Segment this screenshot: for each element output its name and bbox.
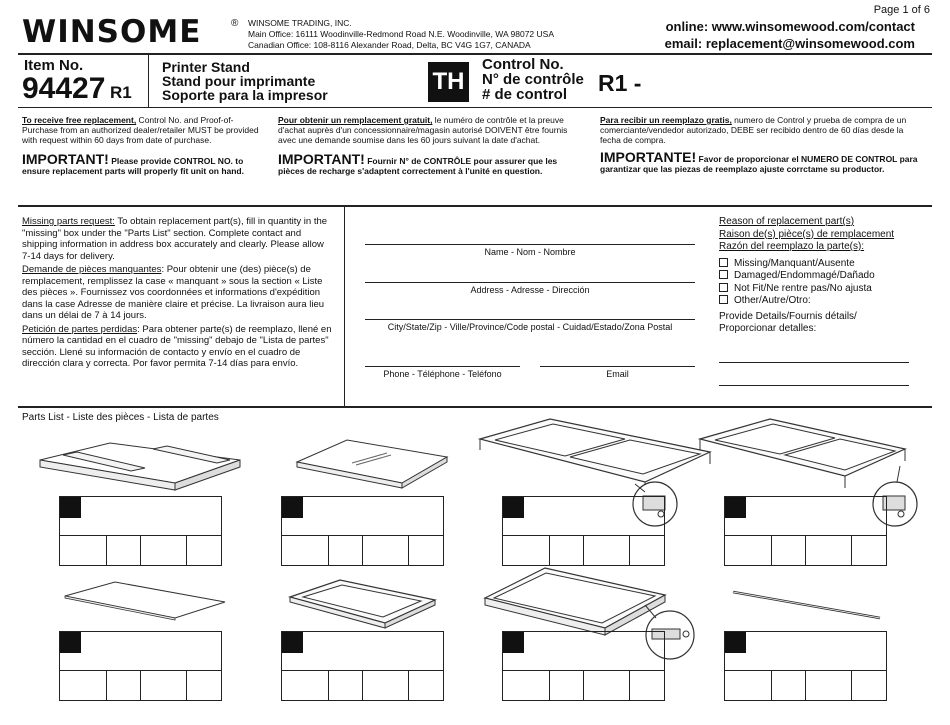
th-badge: TH (428, 62, 469, 102)
email-field[interactable] (540, 366, 695, 367)
notice-es-important (600, 149, 925, 174)
part-number-tag (282, 497, 303, 518)
checkbox-notfit[interactable] (719, 283, 728, 292)
part-number-tag (60, 632, 81, 653)
important-fr-label: IMPORTANT! (278, 151, 365, 167)
email-field-label: Email (606, 369, 629, 379)
notice-fr-head: Pour obtenir un remplacement gratuit, (278, 115, 433, 125)
notice-divider (18, 205, 932, 207)
part-number-tag (503, 632, 524, 653)
reason-title-es: Razón del reemplazo la parte(s): (719, 241, 865, 252)
contact-info (665, 18, 915, 52)
notice-en (22, 115, 267, 176)
product-title (162, 60, 328, 102)
part-shelf-panel-image (292, 435, 452, 490)
header-divider (18, 53, 932, 55)
part-box (502, 496, 665, 566)
address-field-label: Address - Adresse - Dirección (470, 285, 590, 295)
important-en-text: Please provide CONTROL NO. to ensure replacement parts will properly fit unit on hand. (22, 156, 244, 176)
missing-es-body: : Para obtener parte(s) de reemplazo, llené en número la cantidad en el cuadro de "missing" debajo de "Lista de partes" sección. Llené su información de contacto y envío en el cuadro de dirección clara y correcta. Por favor permita 7-14 días para envío. (22, 323, 332, 369)
control-value: R1 - (598, 70, 642, 96)
parts-list-label: Parts List - Liste des pièces - Lista de partes (22, 412, 219, 423)
item-row-divider (18, 107, 932, 108)
title-es: Soporte para la impresor (162, 87, 328, 103)
phone-field[interactable] (365, 366, 520, 367)
part-box (59, 631, 222, 701)
notice-en-important (22, 151, 267, 176)
notice-fr (278, 115, 584, 176)
part-box (724, 496, 887, 566)
reason-title-en: Reason of replacement part(s) (719, 216, 855, 227)
notice-en-body: Control No. and Proof-of-Purchase from an authorized dealer/retailer MUST be provided with request within 60 days from date of purchase. (22, 115, 259, 145)
canada-office: Canadian Office: 108-8116 Alexander Road, Delta, BC V4G 1G7, CANADA (248, 40, 531, 50)
form-left-divider (344, 206, 345, 407)
brand-logo: WINSOME (22, 14, 202, 50)
part-number-tag (60, 497, 81, 518)
name-field-label: Name - Nom - Nombre (484, 247, 576, 257)
control-es: # de control (482, 86, 568, 103)
option-label: Missing/Manquant/Ausente (734, 257, 855, 269)
checkbox-damaged[interactable] (719, 270, 728, 279)
important-es-label: IMPORTANTE! (600, 149, 697, 165)
city-field-label: City/State/Zip - Ville/Province/Code postal - Cuidad/Estado/Zona Postal (387, 322, 673, 332)
missing-en-head: Missing parts request: (22, 216, 115, 227)
part-number-tag (725, 497, 746, 518)
online-link[interactable]: online: www.winsomewood.com/contact (665, 19, 915, 34)
option-label: Other/Autre/Otro: (734, 295, 811, 306)
missing-fr-body: : Pour obtenir une (des) pièce(s) de remplacement, remplissez la case « manquant » sous la section « Liste des pièces ». Fournissez vos coordonnées et informations d'expédition dans la case Adresse de manière claire et précise. La livraison aura lieu dans un délai de 7 à 14 jours. (22, 264, 325, 321)
title-en: Printer Stand (162, 59, 250, 75)
details-label-1: Provide Details/Fournis détails/ (719, 310, 857, 322)
company-address (248, 18, 554, 51)
notice-es-head: Para recibir un reemplazo gratis, (600, 115, 732, 125)
item-divider (148, 53, 149, 107)
title-fr: Stand pour imprimante (162, 73, 316, 89)
missing-parts-request (22, 216, 332, 372)
part-box (281, 496, 444, 566)
part-top-panel-image (35, 438, 245, 493)
part-box (502, 631, 665, 701)
reason-option-missing[interactable] (719, 258, 894, 271)
control-en: Control No. (482, 56, 564, 73)
reason-section (719, 216, 894, 336)
phone-field-label: Phone - Téléphone - Teléfono (383, 369, 502, 379)
notice-fr-body: le numéro de contrôle et la preuve d'achat auprès d'un concessionnaire/magasin autorisé DOIVENT être fournis avec une demande soumise dans les 60 jours suivant la date d'achat. (278, 115, 568, 145)
part-drawer-frame-image (285, 575, 440, 630)
checkbox-missing[interactable] (719, 258, 728, 267)
important-en-label: IMPORTANT! (22, 151, 109, 167)
part-rod-image (730, 588, 885, 623)
missing-en-body: To obtain replacement part(s), fill in quantity in the "missing" box under the "Parts List" section. Complete contact and shipping information in address box accurately and clearly. Please allow 7-14 days for delivery. (22, 216, 328, 262)
part-back-panel-image (60, 578, 230, 623)
important-fr-text: Fournir N° de CONTRÔLE pour assurer que les pièces de recharge s'adaptent correctement à l'unité en question. (278, 156, 558, 176)
part-number-tag (282, 632, 303, 653)
main-office: Main Office: 16111 Woodinville-Redmond Road N.E. Woodinville, WA 98072 USA (248, 29, 554, 39)
missing-fr-head: Demande de pièces manquantes (22, 264, 162, 275)
name-field[interactable] (365, 244, 695, 245)
registered-mark: ® (231, 18, 239, 29)
item-label: Item No. (24, 57, 84, 74)
option-label: Not Fit/Ne rentre pas/No ajusta (734, 282, 872, 294)
company-name: WINSOME TRADING, INC. (248, 18, 352, 28)
reason-title-fr: Raison de(s) pièce(s) de remplacement (719, 228, 895, 240)
missing-es-head: Petición de partes perdidas (22, 323, 138, 335)
option-label: Damaged/Endommagé/Dañado (734, 270, 875, 281)
form-bottom-divider (18, 406, 932, 408)
part-box (724, 631, 887, 701)
part-number-tag (503, 497, 524, 518)
important-es-text: Favor de proporcionar el NUMERO DE CONTROL para garantizar que las piezas de reemplazo ajuste corrctame su productor. (600, 154, 918, 174)
notice-es (600, 115, 925, 174)
part-number-tag (725, 632, 746, 653)
details-label-2: Proporcionar detalles: (719, 323, 817, 334)
details-line-1[interactable] (719, 362, 909, 363)
part-box (281, 631, 444, 701)
control-fr: N° de contrôle (482, 71, 584, 88)
reason-option-other[interactable] (719, 295, 894, 308)
notice-en-head: To receive free replacement, (22, 115, 137, 125)
city-field[interactable] (365, 319, 695, 320)
details-line-2[interactable] (719, 385, 909, 386)
control-label (482, 57, 584, 102)
notice-fr-important (278, 151, 584, 176)
reason-option-damaged[interactable] (719, 270, 894, 283)
part-box (59, 496, 222, 566)
address-field[interactable] (365, 282, 695, 283)
reason-option-notfit[interactable] (719, 283, 894, 296)
item-revision: R1 (110, 83, 132, 102)
email-link[interactable]: email: replacement@winsomewood.com (664, 36, 915, 51)
notice-es-body: numero de Control y prueba de compra de un comerciante/vendedor autorizado, DEBE ser recibido dentro de 60 días desde la fecha de compra. (600, 115, 907, 145)
item-number: 94427 (22, 72, 106, 105)
checkbox-other[interactable] (719, 295, 728, 304)
page-number: Page 1 of 6 (873, 4, 930, 16)
